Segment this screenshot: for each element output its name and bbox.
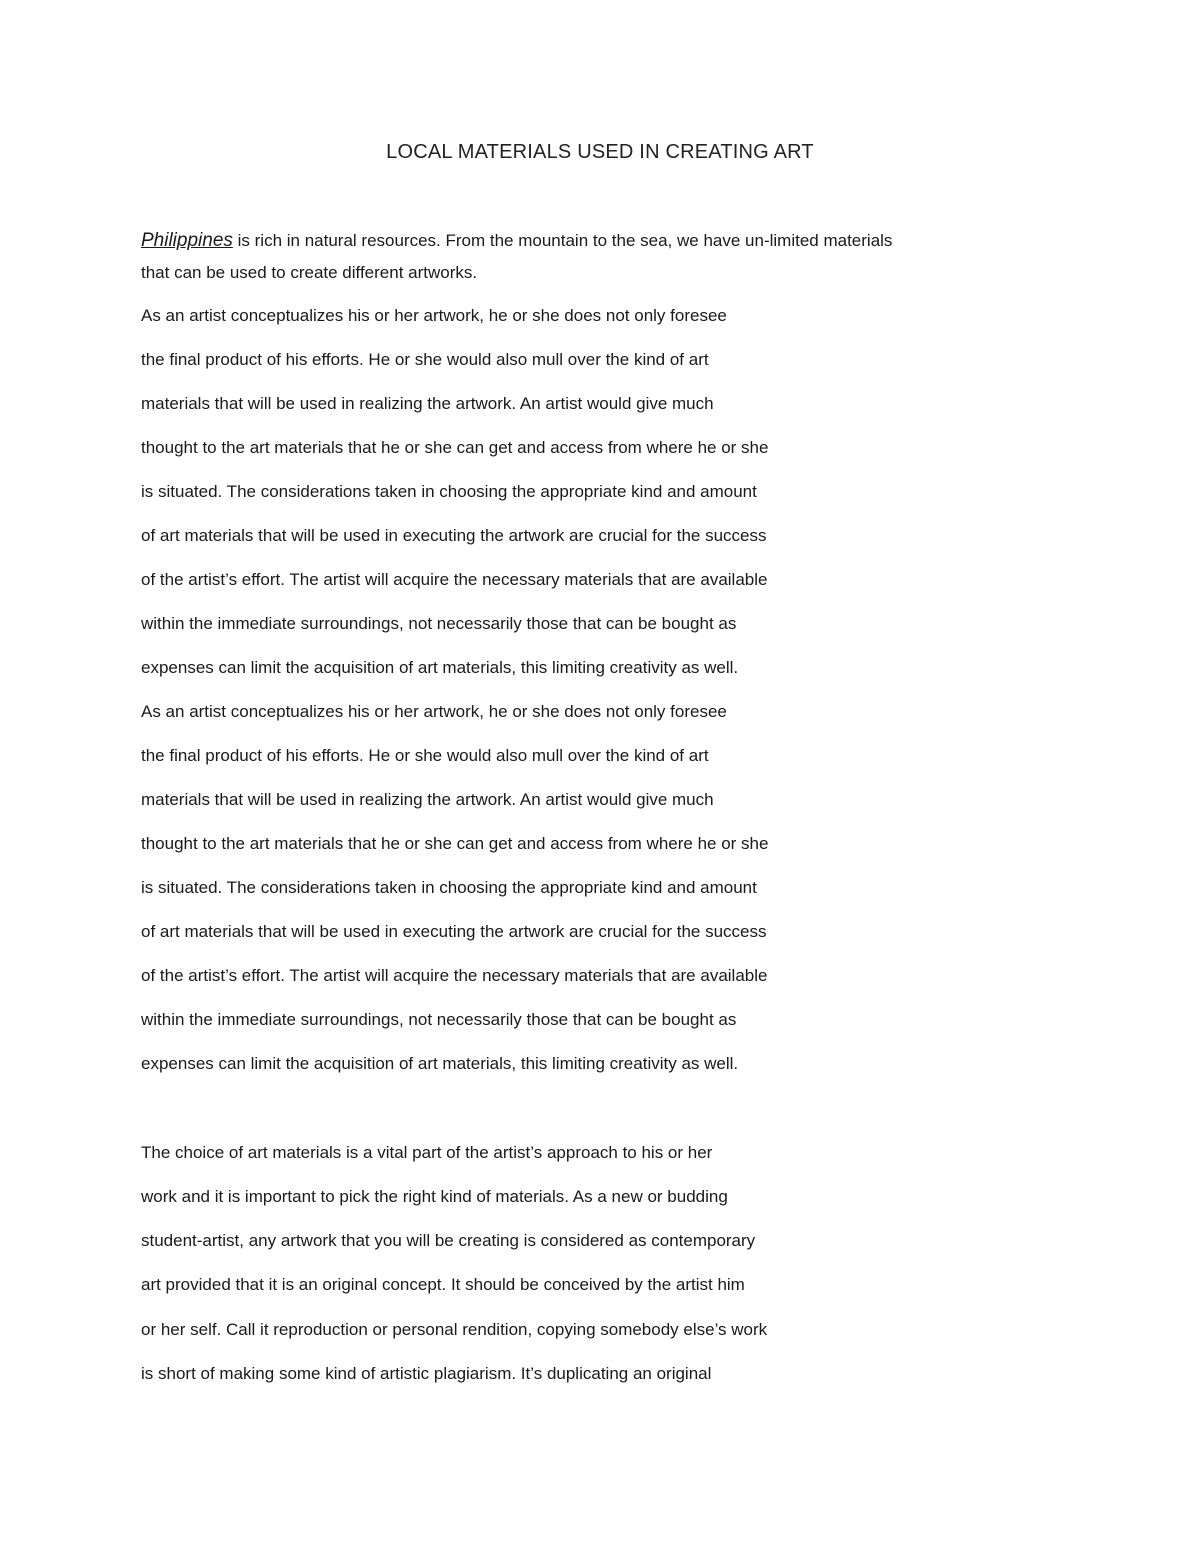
paragraph1-line: expenses can limit the acquisition of art materials, this limiting creativity as well. xyxy=(141,658,739,677)
paragraph2-line: or her self. Call it reproduction or personal rendition, copying somebody else’s work xyxy=(141,1320,768,1339)
paragraph1-line: materials that will be used in realizing the artwork. An artist would give much xyxy=(141,790,714,809)
paragraph1-line: thought to the art materials that he or she can get and access from where he or she xyxy=(141,834,769,853)
paragraph1-line: of the artist’s effort. The artist will acquire the necessary materials that are available xyxy=(141,570,768,589)
paragraph1-line: thought to the art materials that he or she can get and access from where he or she xyxy=(141,438,769,457)
paragraph2-line: work and it is important to pick the right kind of materials. As a new or budding xyxy=(141,1187,728,1206)
intro-line-1-text: is rich in natural resources. From the mountain to the sea, we have un-limited materials xyxy=(232,231,893,250)
paragraph2-line: student-artist, any artwork that you will be creating is considered as contemporary xyxy=(141,1231,756,1250)
intro-lead-word: Philippines xyxy=(141,230,233,251)
paragraph2-line: The choice of art materials is a vital part of the artist’s approach to his or her xyxy=(141,1143,713,1162)
paragraph1-line: is situated. The considerations taken in choosing the appropriate kind and amount xyxy=(141,482,757,501)
intro-line-1 xyxy=(141,230,892,252)
paragraph1-line: of art materials that will be used in executing the artwork are crucial for the success xyxy=(141,526,767,545)
paragraph1-line: the final product of his efforts. He or she would also mull over the kind of art xyxy=(141,746,709,765)
paragraph1-line: As an artist conceptualizes his or her artwork, he or she does not only foresee xyxy=(141,702,727,721)
paragraph1-line: of the artist’s effort. The artist will acquire the necessary materials that are available xyxy=(141,966,768,985)
paragraph1-line: within the immediate surroundings, not necessarily those that can be bought as xyxy=(141,1010,737,1029)
paragraph2-line: art provided that it is an original concept. It should be conceived by the artist him xyxy=(141,1275,745,1294)
paragraph1-line: expenses can limit the acquisition of art materials, this limiting creativity as well. xyxy=(141,1054,739,1073)
document-title: LOCAL MATERIALS USED IN CREATING ART xyxy=(386,141,814,163)
intro-line-2: that can be used to create different artworks. xyxy=(141,263,478,282)
paragraph1-line: As an artist conceptualizes his or her artwork, he or she does not only foresee xyxy=(141,306,727,325)
paragraph1-line: within the immediate surroundings, not necessarily those that can be bought as xyxy=(141,614,737,633)
paragraph2-line: is short of making some kind of artistic plagiarism. It’s duplicating an original xyxy=(141,1364,712,1383)
paragraph1-line: materials that will be used in realizing the artwork. An artist would give much xyxy=(141,394,714,413)
paragraph1-line: the final product of his efforts. He or she would also mull over the kind of art xyxy=(141,350,709,369)
paragraph1-line: of art materials that will be used in executing the artwork are crucial for the success xyxy=(141,922,767,941)
paragraph1-line: is situated. The considerations taken in choosing the appropriate kind and amount xyxy=(141,878,757,897)
